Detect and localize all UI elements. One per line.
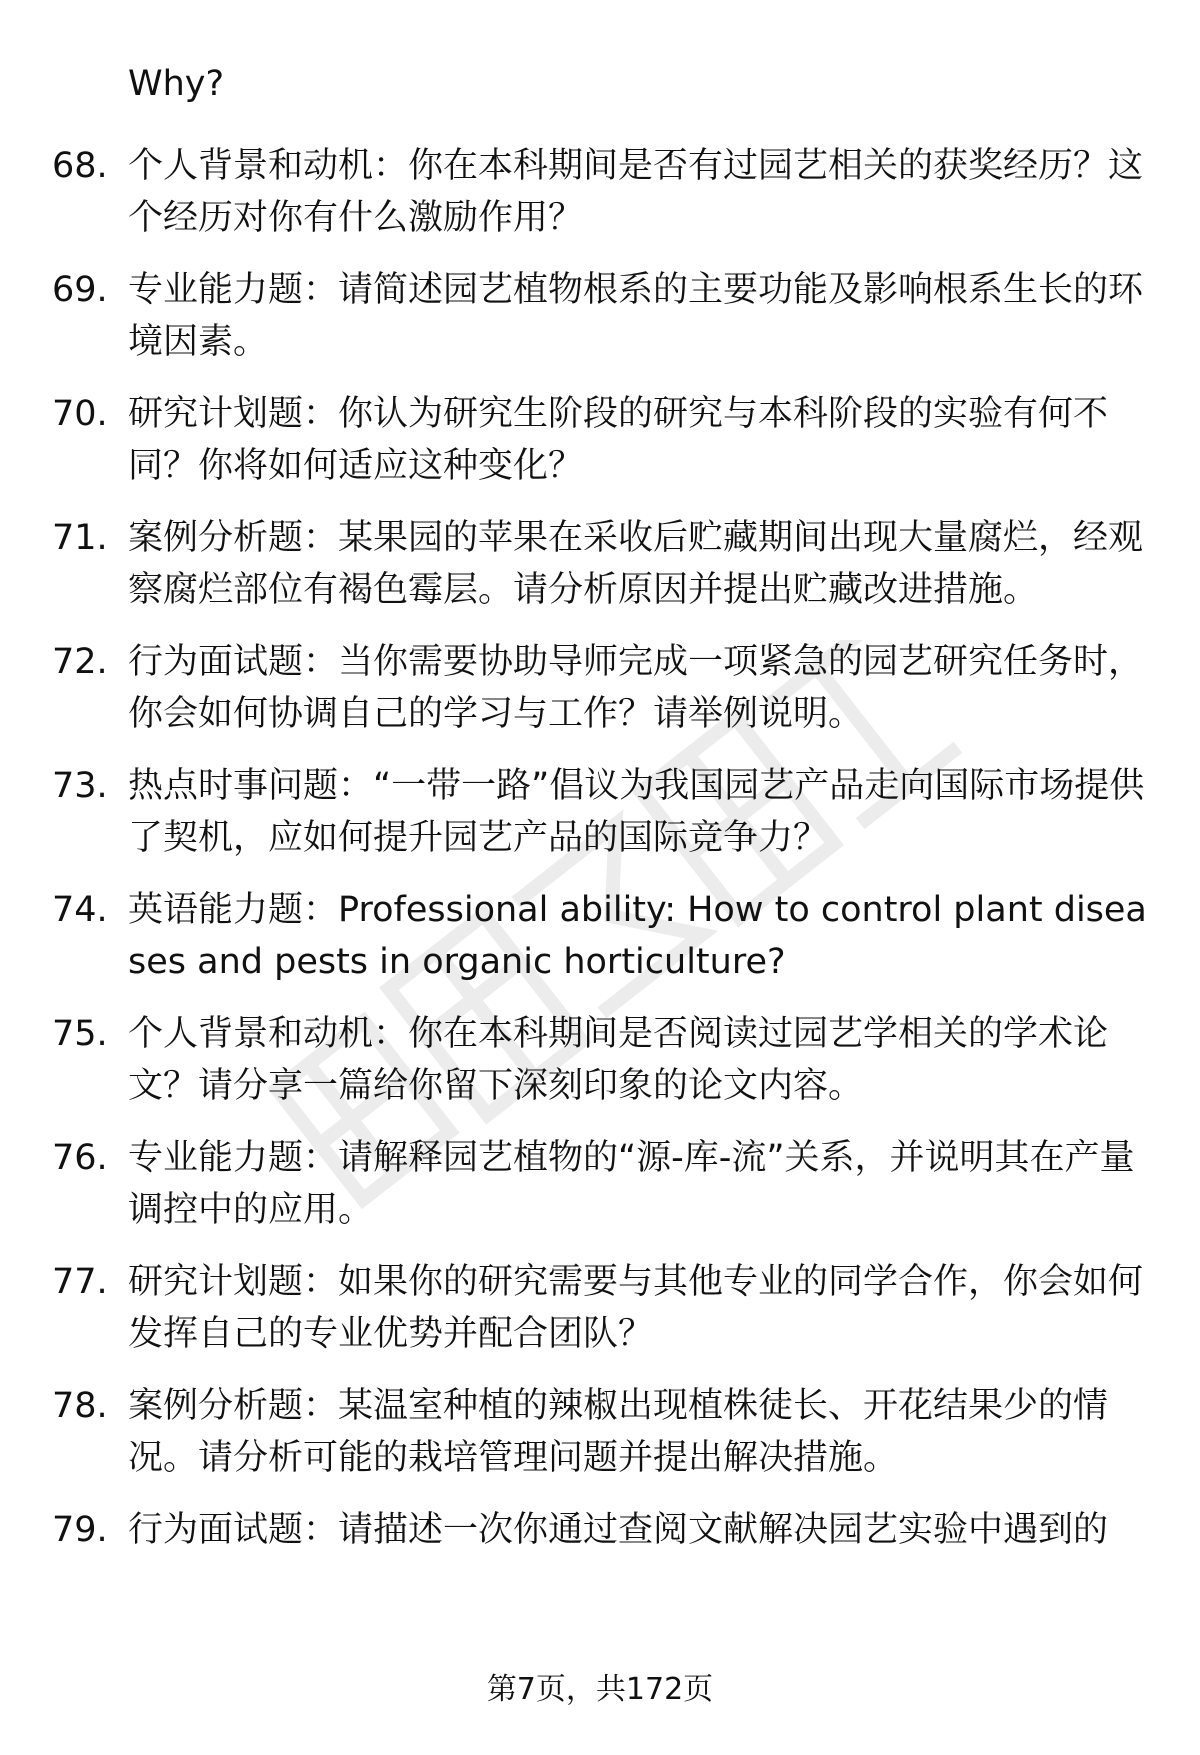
question-item xyxy=(0,512,1200,636)
question-number: 73. xyxy=(52,766,108,806)
page-footer: 第7页，共172页 xyxy=(486,1672,714,1707)
question-number: 69. xyxy=(52,270,108,310)
question-item xyxy=(0,884,1200,1008)
question-number: 68. xyxy=(52,146,108,186)
question-text: 专业能力题：请解释园艺植物的“源-库-流”关系，并说明其在产量调控中的应用。 xyxy=(128,1138,1135,1230)
question-number: 78. xyxy=(52,1386,108,1426)
question-item xyxy=(0,1380,1200,1504)
question-item xyxy=(0,1256,1200,1380)
question-text: 行为面试题：当你需要协助导师完成一项紧急的园艺研究任务时，你会如何协调自己的学习与工作？请举例说明。 xyxy=(128,642,1144,734)
question-item xyxy=(0,1504,1200,1628)
question-text: 个人背景和动机：你在本科期间是否有过园艺相关的获奖经历？这个经历对你有什么激励作用？ xyxy=(128,146,1144,238)
question-list xyxy=(0,140,1200,1628)
question-item xyxy=(0,388,1200,512)
question-item xyxy=(0,636,1200,760)
continuation-text: Why? xyxy=(128,64,225,104)
question-item xyxy=(0,1008,1200,1132)
question-text: 研究计划题：你认为研究生阶段的研究与本科阶段的实验有何不同？你将如何适应这种变化？ xyxy=(128,394,1109,486)
question-item xyxy=(0,140,1200,264)
question-text: 热点时事问题：“一带一路”倡议为我国园艺产品走向国际市场提供了契机，应如何提升园艺产品的国际竞争力？ xyxy=(128,766,1145,858)
question-text: 案例分析题：某温室种植的辣椒出现植株徒长、开花结果少的情况。请分析可能的栽培管理问题并提出解决措施。 xyxy=(128,1386,1109,1478)
question-text: 行为面试题：请描述一次你通过查阅文献解决园艺实验中遇到的 xyxy=(128,1510,1109,1550)
question-text: 研究计划题：如果你的研究需要与其他专业的同学合作，你会如何发挥自己的专业优势并配合团队？ xyxy=(128,1262,1144,1354)
question-text: 专业能力题：请简述园艺植物根系的主要功能及影响根系生长的环境因素。 xyxy=(128,270,1144,362)
question-number: 71. xyxy=(52,518,108,558)
question-text: 个人背景和动机：你在本科期间是否阅读过园艺学相关的学术论文？请分享一篇给你留下深刻印象的论文内容。 xyxy=(128,1014,1109,1106)
question-number: 77. xyxy=(52,1262,108,1302)
question-item xyxy=(0,264,1200,388)
question-text: 英语能力题：Professional ability: How to control plant diseases and pests in organic horticulture? xyxy=(128,890,1147,982)
question-number: 72. xyxy=(52,642,108,682)
question-text: 案例分析题：某果园的苹果在采收后贮藏期间出现大量腐烂，经观察腐烂部位有褐色霉层。请分析原因并提出贮藏改进措施。 xyxy=(128,518,1144,610)
question-number: 79. xyxy=(52,1510,108,1550)
question-number: 74. xyxy=(52,890,108,930)
question-number: 75. xyxy=(52,1014,108,1054)
question-number: 76. xyxy=(52,1138,108,1178)
question-item xyxy=(0,760,1200,884)
question-number: 70. xyxy=(52,394,108,434)
question-item xyxy=(0,1132,1200,1256)
